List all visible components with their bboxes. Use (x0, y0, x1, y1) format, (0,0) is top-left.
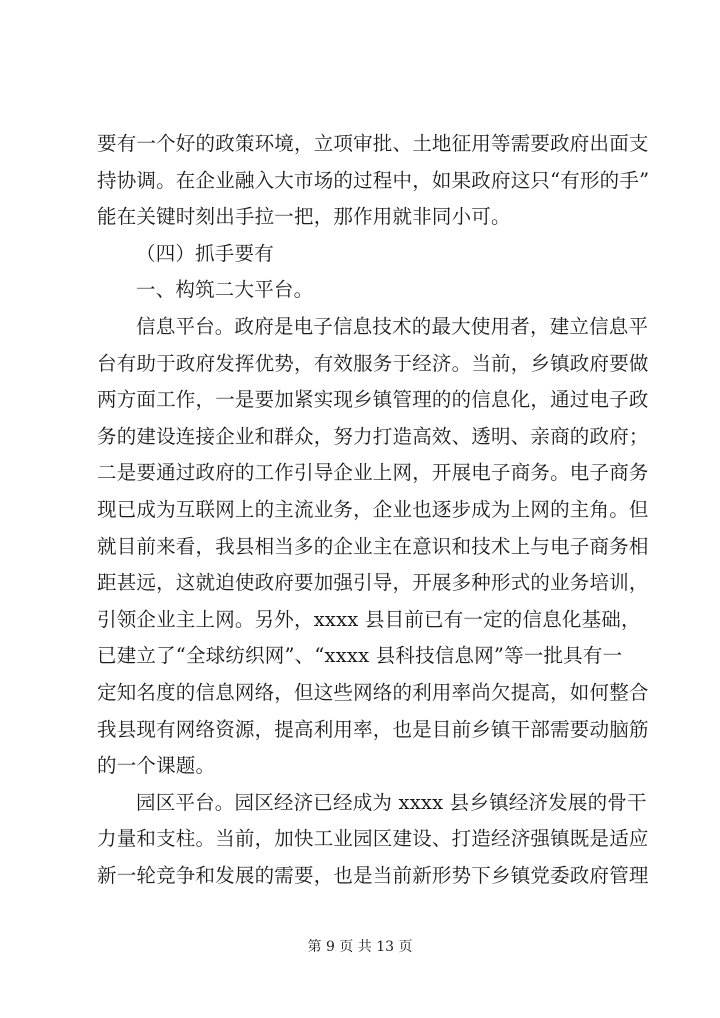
text-line: 新一轮竞争和发展的需要，也是当前新形势下乡镇党委政府管理 (97, 863, 649, 887)
text-line: 距甚远，这就迫使政府要加强引导，开展多种形式的业务培训， (97, 571, 649, 595)
paragraph-start-line: 信息平台。政府是电子信息技术的最大使用者，建立信息平 (136, 314, 649, 338)
subsection-heading: 一、构筑二大平台。 (136, 278, 314, 302)
paragraph-start-line: 园区平台。园区经济已经成为 xxxx 县乡镇经济发展的骨干 (136, 790, 647, 814)
section-heading: （四）抓手要有 (136, 241, 274, 265)
text-line: 就目前来看，我县相当多的企业主在意识和技术上与电子商务相 (97, 534, 649, 558)
text-line: 我县现有网络资源，提高利用率，也是目前乡镇干部需要动脑筋 (97, 717, 649, 741)
text-line: 定知名度的信息网络，但这些网络的利用率尚欠提高，如何整合 (97, 680, 649, 704)
text-line: 务的建设连接企业和群众，努力打造高效、透明、亲商的政府； (97, 424, 649, 448)
document-body (97, 126, 650, 894)
text-line: 力量和支柱。当前，加快工业园区建设、打造经济强镇既是适应 (97, 827, 649, 851)
text-line: 二是要通过政府的工作引导企业上网，开展电子商务。电子商务 (97, 461, 649, 485)
text-line: 的一个课题。 (97, 754, 216, 778)
page-number-footer: 第 9 页 共 13 页 (307, 939, 413, 955)
text-line: 要有一个好的政策环境，立项审批、土地征用等需要政府出面支 (97, 132, 649, 155)
text-line: 两方面工作，一是要加紧实现乡镇管理的的信息化，通过电子政 (97, 388, 649, 412)
text-line: 持协调。在企业融入大市场的过程中，如果政府这只“有形的手” (97, 168, 650, 192)
text-line: 台有助于政府发挥优势，有效服务于经济。当前，乡镇政府要做 (97, 351, 649, 375)
text-line: 能在关键时刻出手拉一把，那作用就非同小可。 (97, 205, 511, 229)
text-line: 已建立了“全球纺织网”、“xxxx 县科技信息网”等一批具有一 (97, 644, 623, 668)
text-line: 现已成为互联网上的主流业务，企业也逐步成为上网的主角。但 (97, 497, 649, 521)
text-line: 引领企业主上网。另外，xxxx 县目前已有一定的信息化基础， (97, 607, 641, 631)
